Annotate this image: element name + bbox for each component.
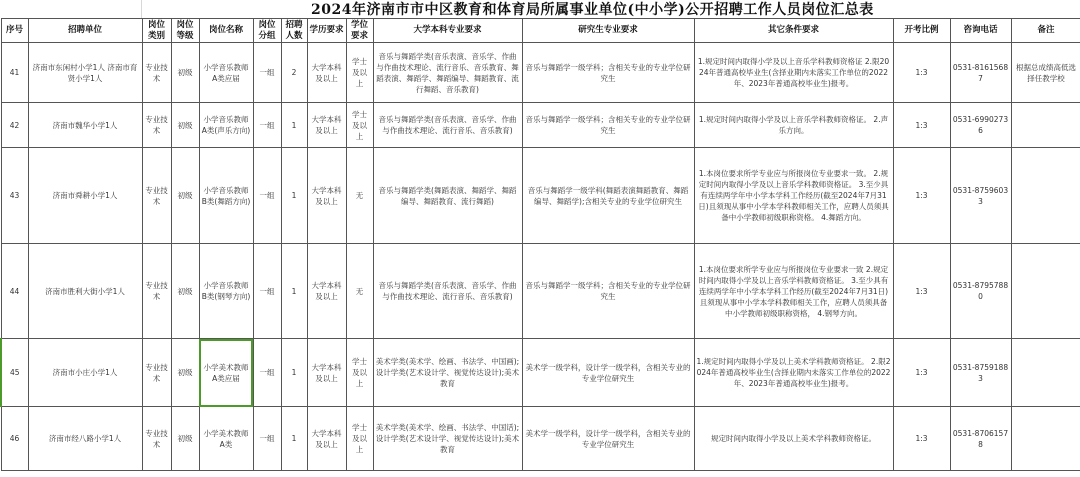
cell-group[interactable]: 一组 [253,339,281,407]
cell-ratio[interactable]: 1:3 [893,407,950,471]
cell-remark[interactable] [1011,148,1080,244]
header-count[interactable]: 招聘人数 [281,19,307,43]
table-row [1,103,1080,148]
cell-level[interactable]: 初级 [171,339,199,407]
cell-unit[interactable]: 济南市胜利大街小学1人 [28,244,142,339]
cell-position[interactable]: 小学美术教师A类 [199,407,253,471]
header-row [1,19,1080,43]
cell-group[interactable]: 一组 [253,43,281,103]
cell-phone[interactable]: 0531-87596033 [950,148,1011,244]
cell-group[interactable]: 一组 [253,407,281,471]
cell-level[interactable]: 初级 [171,148,199,244]
cell-index[interactable]: 45 [1,339,28,407]
cell-undergrad-major[interactable]: 音乐与舞蹈学类(音乐表演、音乐学、作曲与作曲技术理论、流行音乐、音乐教育、舞蹈表演、舞蹈学、舞蹈编导、舞蹈教育、流行舞蹈、音乐教育) [373,43,522,103]
cell-level[interactable]: 初级 [171,43,199,103]
cell-index[interactable]: 43 [1,148,28,244]
cell-education[interactable]: 大学本科及以上 [307,244,346,339]
cell-count[interactable]: 2 [281,43,307,103]
cell-count[interactable]: 1 [281,148,307,244]
cell-unit[interactable]: 济南市小庄小学1人 [28,339,142,407]
cell-ratio[interactable]: 1:3 [893,103,950,148]
cell-grad-major[interactable]: 美术学一级学科，设计学一级学科，含相关专业的专业学位研究生 [522,407,694,471]
header-grad-major[interactable]: 研究生专业要求 [522,19,694,43]
cell-group[interactable]: 一组 [253,244,281,339]
cell-education[interactable]: 大学本科及以上 [307,43,346,103]
cell-degree[interactable]: 学士及以上 [346,103,373,148]
cell-undergrad-major[interactable]: 音乐与舞蹈学类(音乐表演、音乐学、作曲与作曲技术理论、流行音乐、音乐教育) [373,244,522,339]
cell-degree[interactable]: 学士及以上 [346,43,373,103]
cell-other[interactable]: 1.规定时间内取得小学及以上美术学科教师资格证。 2.限2024年普通高校毕业生(含择业期内未落实工作单位的2022年、2023年普通高校毕业生)报考。 [694,339,893,407]
header-education[interactable]: 学历要求 [307,19,346,43]
table-row [1,43,1080,103]
title-blank-cell[interactable] [0,0,142,18]
cell-degree[interactable]: 无 [346,244,373,339]
cell-count[interactable]: 1 [281,244,307,339]
cell-remark[interactable] [1011,103,1080,148]
cell-index[interactable]: 46 [1,407,28,471]
cell-education[interactable]: 大学本科及以上 [307,148,346,244]
sheet-title[interactable]: 2024年济南市市中区教育和体育局所属事业单位(中小学)公开招聘工作人员岗位汇总表 [311,2,874,18]
cell-other[interactable]: 1.规定时间内取得小学及以上音乐学科教师资格证 2.限2024年普通高校毕业生(含择业期内未落实工作单位的2022年、2023年普通高校毕业生)报考。 [694,43,893,103]
cell-ratio[interactable]: 1:3 [893,244,950,339]
cell-position[interactable]: 小学音乐教师B类(钢琴方向) [199,244,253,339]
cell-remark[interactable] [1011,339,1080,407]
header-phone[interactable]: 咨询电话 [950,19,1011,43]
cell-category[interactable]: 专业技术 [142,148,171,244]
cell-ratio[interactable]: 1:3 [893,339,950,407]
cell-unit[interactable]: 济南市经八路小学1人 [28,407,142,471]
cell-degree[interactable]: 学士及以上 [346,339,373,407]
header-remark[interactable]: 备注 [1011,19,1080,43]
cell-unit[interactable]: 济南市舜耕小学1人 [28,148,142,244]
cell-degree[interactable]: 无 [346,148,373,244]
cell-category[interactable]: 专业技术 [142,407,171,471]
title-row [0,0,1080,18]
cell-phone[interactable]: 0531-69902736 [950,103,1011,148]
cell-other[interactable]: 规定时间内取得小学及以上美术学科教师资格证。 [694,407,893,471]
cell-group[interactable]: 一组 [253,103,281,148]
cell-grad-major[interactable]: 音乐与舞蹈学一级学科；含相关专业的专业学位研究生 [522,43,694,103]
header-unit[interactable]: 招聘单位 [28,19,142,43]
header-group[interactable]: 岗位分组 [253,19,281,43]
cell-undergrad-major[interactable]: 音乐与舞蹈学类(舞蹈表演、舞蹈学、舞蹈编导、舞蹈教育、流行舞蹈) [373,148,522,244]
cell-level[interactable]: 初级 [171,244,199,339]
cell-phone[interactable]: 0531-87957880 [950,244,1011,339]
cell-category[interactable]: 专业技术 [142,43,171,103]
cell-other[interactable]: 1.本岗位要求所学专业应与所报岗位专业要求一致 2.规定时间内取得小学及以上音乐学科教师资格证。 3.至少具有连续两学年中小学本学科工作经历(截至2024年7月31日)且须现从事中小学本学科教师相关工作，应聘人员须具备中小学教师初级职称资格， 4.钢琴方向。 [694,244,893,339]
header-ratio[interactable]: 开考比例 [893,19,950,43]
cell-position[interactable]: 小学音乐教师A类(声乐方向) [199,103,253,148]
cell-index[interactable]: 42 [1,103,28,148]
cell-group[interactable]: 一组 [253,148,281,244]
cell-category[interactable]: 专业技术 [142,339,171,407]
cell-undergrad-major[interactable]: 美术学类(美术学、绘画、书法学、中国话);设计学类(艺术设计学、视觉传达设计);美术教育 [373,407,522,471]
header-undergrad-major[interactable]: 大学本科专业要求 [373,19,522,43]
header-degree[interactable]: 学位要求 [346,19,373,43]
cell-undergrad-major[interactable]: 美术学类(美术学、绘画、书法学、中国画);设计学类(艺术设计学、视觉传达设计);美术教育 [373,339,522,407]
header-level[interactable]: 岗位等级 [171,19,199,43]
cell-education[interactable]: 大学本科及以上 [307,407,346,471]
cell-category[interactable]: 专业技术 [142,103,171,148]
cell-other[interactable]: 1.本岗位要求所学专业应与所报岗位专业要求一致。 2.规定时间内取得小学及以上音乐学科教师资格证。 3.至少具有连续两学年中小学本学科工作经历(截至2024年7月31日)且须现从事中小学本学科教师相关工作，应聘人员须具备中小学教师初级职称资格。 4.舞蹈方向。 [694,148,893,244]
header-index[interactable]: 序号 [1,19,28,43]
cell-phone[interactable]: 0531-87591883 [950,339,1011,407]
cell-grad-major[interactable]: 音乐与舞蹈学一级学科(舞蹈表演舞蹈教育、舞蹈编导、舞蹈学);含相关专业的专业学位研究生 [522,148,694,244]
cell-count[interactable]: 1 [281,339,307,407]
cell-index[interactable]: 44 [1,244,28,339]
cell-grad-major[interactable]: 音乐与舞蹈学一级学科；含相关专业的专业学位研究生 [522,244,694,339]
cell-remark[interactable] [1011,244,1080,339]
table-row [1,339,1080,407]
header-other[interactable]: 其它条件要求 [694,19,893,43]
cell-grad-major[interactable]: 音乐与舞蹈学一级学科；含相关专业的专业学位研究生 [522,103,694,148]
cell-level[interactable]: 初级 [171,407,199,471]
table-row [1,148,1080,244]
cell-position[interactable]: 小学音乐教师B类(舞蹈方向) [199,148,253,244]
positions-table [0,18,1080,471]
cell-education[interactable]: 大学本科及以上 [307,103,346,148]
cell-remark[interactable] [1011,407,1080,471]
cell-other[interactable]: 1.规定时间内取得小学及以上音乐学科教师资格证。 2.声乐方向。 [694,103,893,148]
cell-count[interactable]: 1 [281,103,307,148]
cell-remark[interactable]: 根据总成绩高低选择任教学校 [1011,43,1080,103]
cell-grad-major[interactable]: 美术学一级学科，设计学一级学科，含相关专业的专业学位研究生 [522,339,694,407]
cell-phone[interactable]: 0531-81615687 [950,43,1011,103]
cell-position-selected[interactable]: 小学美术教师A类应届 [199,339,253,407]
cell-position[interactable]: 小学音乐教师A类应届 [199,43,253,103]
cell-education[interactable]: 大学本科及以上 [307,339,346,407]
cell-ratio[interactable]: 1:3 [893,148,950,244]
cell-unit[interactable]: 济南市魏华小学1人 [28,103,142,148]
header-position[interactable]: 岗位名称 [199,19,253,43]
cell-undergrad-major[interactable]: 音乐与舞蹈学类(音乐表演、音乐学、作曲与作曲技术理论、流行音乐、音乐教育) [373,103,522,148]
cell-ratio[interactable]: 1:3 [893,43,950,103]
table-row [1,244,1080,339]
cell-category[interactable]: 专业技术 [142,244,171,339]
table-row [1,407,1080,471]
cell-phone[interactable]: 0531-87061578 [950,407,1011,471]
cell-unit[interactable]: 济南市东闲村小学1人 济南市育贤小学1人 [28,43,142,103]
cell-level[interactable]: 初级 [171,103,199,148]
cell-degree[interactable]: 学士及以上 [346,407,373,471]
header-category[interactable]: 岗位类别 [142,19,171,43]
cell-index[interactable]: 41 [1,43,28,103]
cell-count[interactable]: 1 [281,407,307,471]
